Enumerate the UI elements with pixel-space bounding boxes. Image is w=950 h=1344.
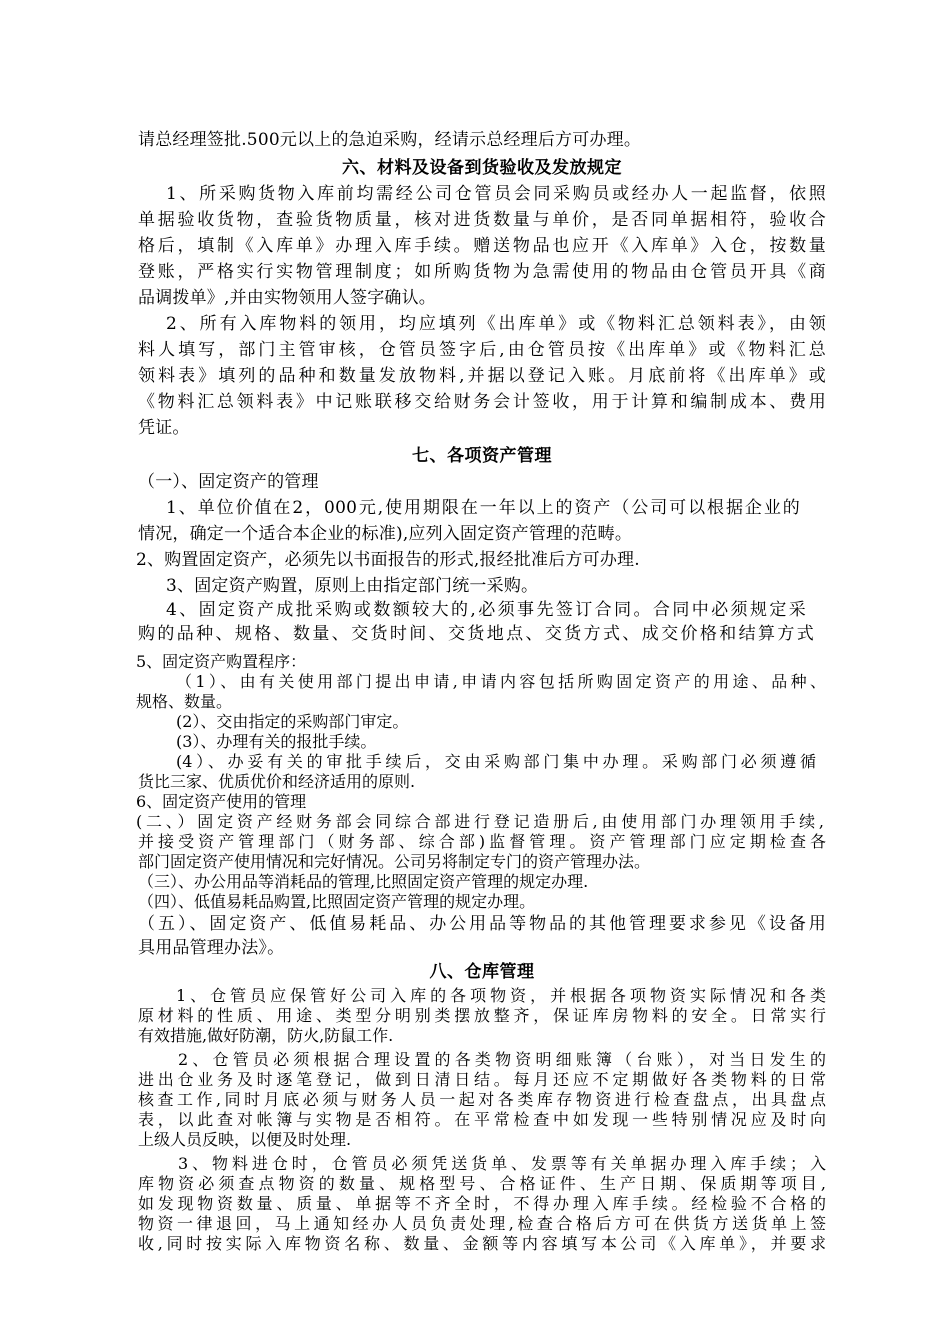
paragraph-line: 2、所有入库物料的领用，均应填列《出库单》或《物料汇总领料表》，由领	[166, 314, 826, 334]
paragraph-line: 1、仓管员应保管好公司入库的各项物资，并根据各项物资实际情况和各类	[176, 986, 826, 1005]
paragraph-line: 部门固定资产使用情况和完好情况。公司另将制定专门的资产管理办法。	[138, 852, 651, 871]
paragraph-line: 5、固定资产购置程序：	[136, 652, 307, 671]
paragraph-line: 1、所采购货物入库前均需经公司仓管员会同采购员或经办人一起监督，依照	[166, 184, 826, 204]
section-heading-6: 六、材料及设备到货验收及发放规定	[342, 158, 622, 178]
paragraph-line: 6、固定资产使用的管理	[136, 792, 307, 811]
paragraph-line: 上级人员反映，以便及时处理.	[138, 1130, 352, 1149]
section-heading-8: 八、仓库管理	[429, 962, 535, 982]
paragraph-line: 并接受资产管理部门（财务部、综合部)监督管理。资产管理部门应定期检查各	[138, 832, 826, 851]
paragraph-line: （四）、低值易耗品购置,比照固定资产管理的规定办理。	[138, 892, 536, 911]
paragraph-line: （五）、固定资产、低值易耗品、办公用品等物品的其他管理要求参见《设备用	[138, 914, 826, 934]
paragraph-line: 如发现物资数量、质量、单据等不齐全时，不得办理入库手续。经检验不合格的	[138, 1194, 826, 1213]
paragraph-line: 1、单位价值在2，000元,使用期限在一年以上的资产（公司可以根据企业的	[166, 498, 800, 518]
paragraph-line: 3、固定资产购置，原则上由指定部门统一采购。	[166, 576, 539, 596]
paragraph-line: 凭证。	[138, 418, 190, 438]
paragraph-line: 领料表》填列的品种和数量发放物料,并据以登记入账。月底前将《出库单》或	[138, 366, 826, 386]
paragraph-line: 货比三家、优质优价和经济适用的原则.	[138, 772, 416, 791]
paragraph-line: 购的品种、规格、数量、交货时间、交货地点、交货方式、成交价格和结算方式	[138, 624, 814, 644]
paragraph-line: 规格、数量。	[136, 692, 233, 711]
paragraph-line: (二、）固定资产经财务部会同综合部进行登记造册后,由使用部门办理领用手续,	[136, 812, 824, 831]
paragraph-line: 《物料汇总领料表》中记账联移交给财务会计签收，用于计算和编制成本、费用	[138, 392, 826, 412]
paragraph-line: (2）、交由指定的采购部门审定。	[176, 712, 409, 731]
paragraph-line: 原材料的性质、用途、类型分明别类摆放整齐，保证库房物料的安全。日常实行	[138, 1006, 826, 1025]
paragraph-line: 单据验收货物，查验货物质量，核对进货数量与单价，是否同单据相符，验收合	[138, 210, 826, 230]
paragraph-line: 料人填写，部门主管审核，仓管员签字后,由仓管员按《出库单》或《物料汇总	[138, 340, 826, 360]
paragraph-line: 格后，填制《入库单》办理入库手续。赠送物品也应开《入库单》入仓，按数量	[138, 236, 826, 256]
paragraph-line: 核查工作,同时月底必须与财务人员一起对各类库存物资进行检查盘点，出具盘点	[138, 1090, 826, 1109]
subheading: （一）、固定资产的管理	[138, 472, 319, 492]
paragraph-line: 物资一律退回，马上通知经办人员负责处理,检查合格后方可在供货方送货单上签	[138, 1214, 826, 1233]
paragraph-line: 库物资必须查点物资的数量、规格型号、合格证件、生产日期、保质期等项目,	[138, 1174, 826, 1193]
paragraph-line: 登账，严格实行实物管理制度；如所购货物为急需使用的物品由仓管员开具《商	[138, 262, 826, 282]
paragraph-line: 具用品管理办法》。	[138, 938, 285, 958]
paragraph-line: 收,同时按实际入库物资名称、数量、金额等内容填写本公司《入库单》，并要求	[138, 1234, 826, 1253]
paragraph-line: （1）、由有关使用部门提出申请,申请内容包括所购固定资产的用途、品种、	[176, 672, 826, 691]
paragraph-line: 品调拨单》,并由实物领用人签字确认。	[138, 288, 437, 308]
paragraph-line: 4、固定资产成批采购或数额较大的,必须事先签订合同。合同中必须规定采	[166, 600, 806, 620]
paragraph-line: 2、购置固定资产，必须先以书面报告的形式,报经批准后方可办理.	[136, 550, 640, 570]
paragraph-line: 表，以此查对帐簿与实物是否相符。在平常检查中如发现一些特别情况应及时向	[138, 1110, 826, 1129]
paragraph-line: 进出仓业务及时逐笔登记，做到日清日结。每月还应不定期做好各类物料的日常	[138, 1070, 826, 1089]
paragraph-line: (3）、办理有关的报批手续。	[176, 732, 377, 751]
paragraph-line: 3、物料进仓时，仓管员必须凭送货单、发票等有关单据办理入库手续；入	[178, 1154, 826, 1173]
paragraph-line: 有效措施,做好防潮，防火,防鼠工作.	[138, 1026, 394, 1045]
paragraph-line: 情况，确定一个适合本企业的标准),应列入固定资产管理的范畴。	[138, 524, 633, 544]
section-heading-7: 七、各项资产管理	[412, 446, 552, 466]
paragraph-line: 2、仓管员必须根据合理设置的各类物资明细账簿（台账），对当日发生的	[178, 1050, 826, 1069]
text-line: 请总经理签批.500元以上的急迫采购，经请示总经理后方可办理。	[138, 130, 642, 150]
paragraph-line: (4）、办妥有关的审批手续后，交由采购部门集中办理。采购部门必须遵循	[176, 752, 816, 771]
paragraph-line: （三）、办公用品等消耗品的管理,比照固定资产管理的规定办理.	[138, 872, 589, 891]
